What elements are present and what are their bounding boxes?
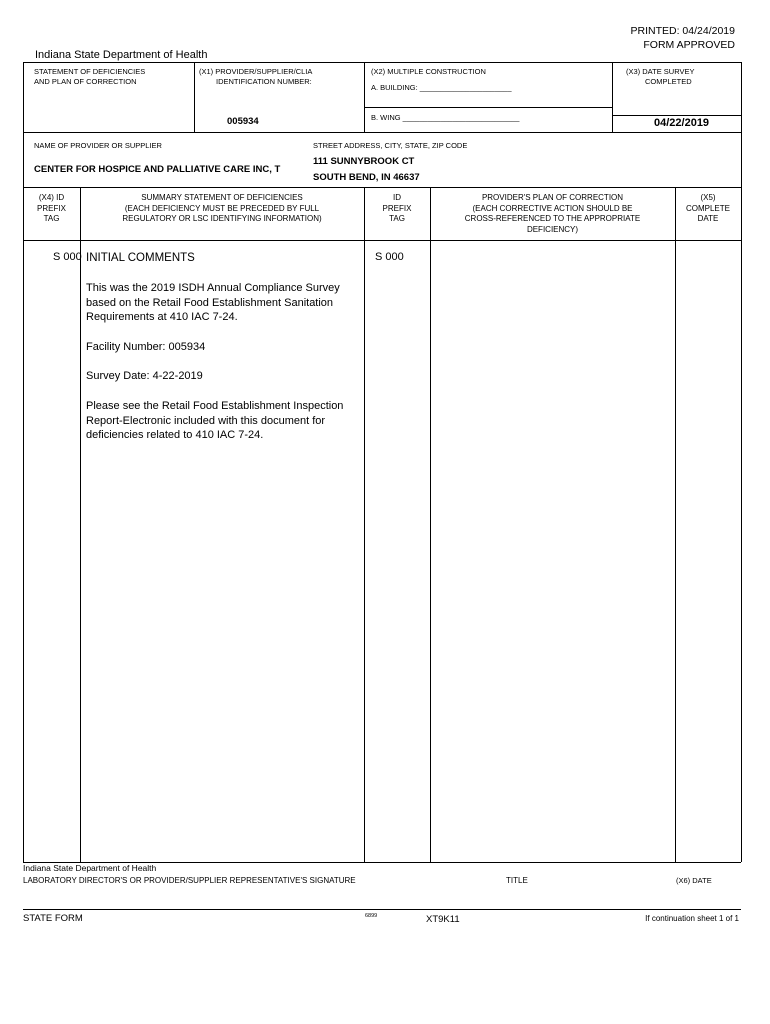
tag-prefix-right: S 000: [375, 251, 404, 263]
continuation-sheet: If continuation sheet 1 of 1: [645, 914, 739, 923]
x1-label-1: (X1) PROVIDER/SUPPLIER/CLIA: [199, 67, 313, 76]
divider: [23, 187, 741, 188]
divider: [430, 187, 431, 862]
plan-label-2: (EACH CORRECTIVE ACTION SHOULD BE: [472, 203, 633, 213]
x4-label-1: (X4) ID: [38, 193, 65, 202]
id-label-1: ID: [393, 193, 401, 202]
provider-id-number: 005934: [227, 116, 259, 127]
id-label-3: TAG: [389, 214, 405, 223]
survey-completed-date: 04/22/2019: [654, 117, 710, 129]
x6-date-label: (X6) DATE: [676, 876, 712, 885]
address-line-2: SOUTH BEND, IN 46637: [313, 172, 420, 183]
entry-heading: INITIAL COMMENTS: [86, 252, 195, 264]
statement-label-2: AND PLAN OF CORRECTION: [34, 77, 137, 86]
entry-paragraph-3: Survey Date: 4-22-2019: [86, 370, 203, 382]
divider: [612, 115, 741, 116]
plan-label-1: PROVIDER'S PLAN OF CORRECTION: [481, 193, 624, 202]
id-label-2: PREFIX: [382, 203, 412, 213]
footer-agency: Indiana State Department of Health: [23, 863, 157, 873]
agency-name: Indiana State Department of Health: [35, 49, 208, 61]
x5-label-3: DATE: [697, 214, 719, 223]
divider: [364, 187, 365, 862]
divider: [364, 107, 612, 108]
summary-label-3: REGULATORY OR LSC IDENTIFYING INFORMATION): [122, 214, 322, 223]
entry-paragraph-4: Please see the Retail Food Establishment Inspection Report-Electronic included with this document for deficiencies related to 410 IAC 7-24.: [86, 400, 344, 441]
frame-left: [23, 62, 24, 862]
x2-label: (X2) MULTIPLE CONSTRUCTION: [371, 67, 486, 76]
provider-name: CENTER FOR HOSPICE AND PALLIATIVE CARE INC, T: [34, 164, 281, 175]
x4-label-3: TAG: [43, 214, 60, 223]
divider: [23, 240, 741, 241]
divider: [612, 62, 613, 132]
address-line-1: 111 SUNNYBROOK CT: [313, 156, 415, 167]
divider: [23, 132, 741, 133]
form-id: XT9K11: [426, 914, 460, 925]
statement-label-1: STATEMENT OF DEFICIENCIES: [34, 67, 146, 76]
provider-name-label: NAME OF PROVIDER OR SUPPLIER: [34, 141, 162, 150]
x5-label-1: (X5): [700, 193, 716, 202]
x1-label-2: IDENTIFICATION NUMBER:: [216, 77, 312, 86]
printed-date: PRINTED: 04/24/2019: [630, 25, 735, 37]
state-form-label: STATE FORM: [23, 913, 83, 924]
divider: [675, 187, 676, 862]
x4-label-2: PREFIX: [37, 203, 66, 213]
divider: [80, 187, 81, 862]
x3-label-1: (X3) DATE SURVEY: [626, 67, 695, 76]
summary-label-2: (EACH DEFICIENCY MUST BE PRECEDED BY FULL: [124, 203, 320, 213]
entry-paragraph-2: Facility Number: 005934: [86, 341, 206, 353]
frame-right: [741, 62, 742, 862]
divider: [364, 62, 365, 132]
tag-prefix-left: S 000: [53, 251, 82, 263]
divider: [23, 909, 741, 910]
summary-label-1: SUMMARY STATEMENT OF DEFICIENCIES: [141, 193, 303, 202]
entry-paragraph-1: This was the 2019 ISDH Annual Compliance Survey based on the Retail Food Establishment Sanitation Requirements at 410 IAC 7-24.: [86, 282, 340, 323]
signature-label: LABORATORY DIRECTOR'S OR PROVIDER/SUPPLIER REPRESENTATIVE'S SIGNATURE: [23, 876, 356, 885]
x2-building: A. BUILDING: ______________________: [371, 83, 512, 92]
divider: [194, 62, 195, 132]
x5-label-2: COMPLETE: [685, 203, 730, 213]
frame-top: [23, 62, 741, 63]
form-approved: FORM APPROVED: [643, 39, 735, 51]
form-code-small: 6899: [365, 913, 378, 919]
x2-wing: B. WING ____________________________: [371, 113, 520, 122]
title-label: TITLE: [506, 876, 528, 885]
plan-label-3: CROSS-REFERENCED TO THE APPROPRIATE: [464, 214, 641, 223]
plan-label-4: DEFICIENCY): [526, 224, 579, 234]
x3-label-2: COMPLETED: [645, 77, 692, 86]
street-address-label: STREET ADDRESS, CITY, STATE, ZIP CODE: [313, 141, 468, 150]
